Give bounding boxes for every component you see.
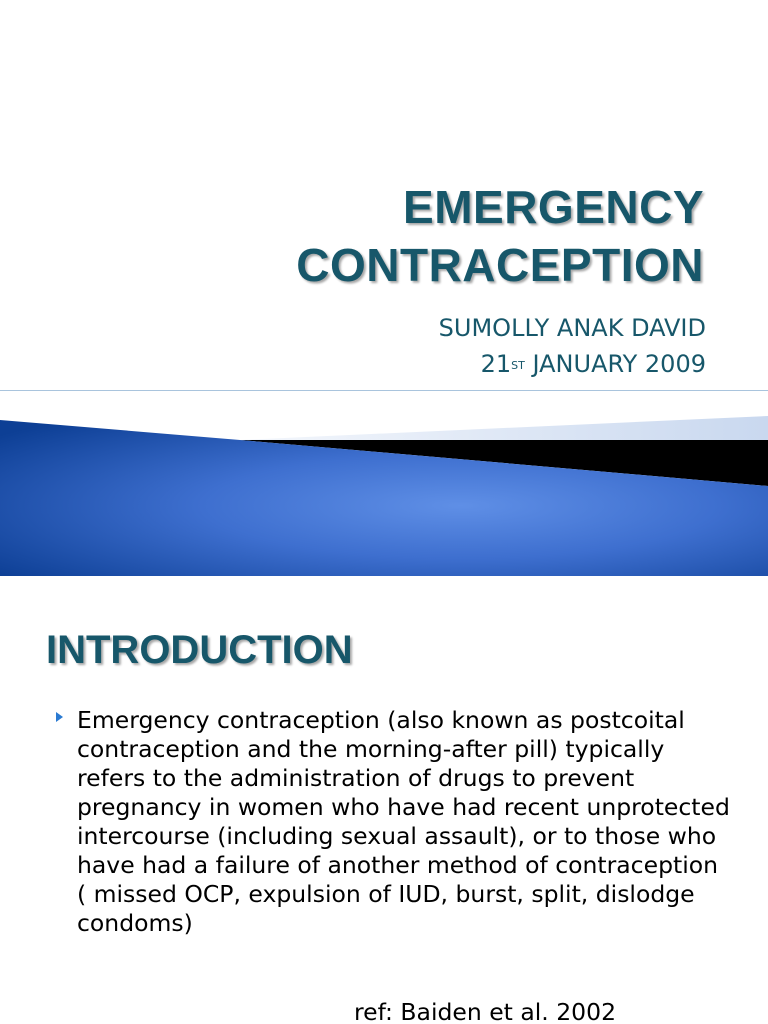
section-heading: INTRODUCTION: [46, 628, 353, 672]
date-day: 21: [480, 350, 512, 378]
author-name: SUMOLLY ANAK DAVID: [438, 314, 706, 342]
title-line-1: EMERGENCY: [403, 181, 704, 233]
triangle-bullet-icon: [56, 712, 63, 722]
title-line-2: CONTRACEPTION: [296, 239, 704, 291]
date-ordinal-suffix: ST: [511, 359, 525, 372]
bullet-list: [52, 706, 732, 938]
bullet-text: Emergency contraception (also known as postcoital contraception and the morning-after pill) typically refers to the administration of drugs to prevent pregnancy in women who have had recent unprotected intercourse (including sexual assault), or to those who have had a failure of another method of contraception ( missed OCP, expulsion of IUD, burst, split, dislodge condoms): [77, 706, 730, 937]
date-month-year: JANUARY 2009: [524, 350, 706, 378]
pale-wedge: [240, 416, 768, 440]
introduction-slide: [0, 578, 768, 1024]
reference-citation: ref: Baiden et al. 2002: [354, 998, 617, 1024]
